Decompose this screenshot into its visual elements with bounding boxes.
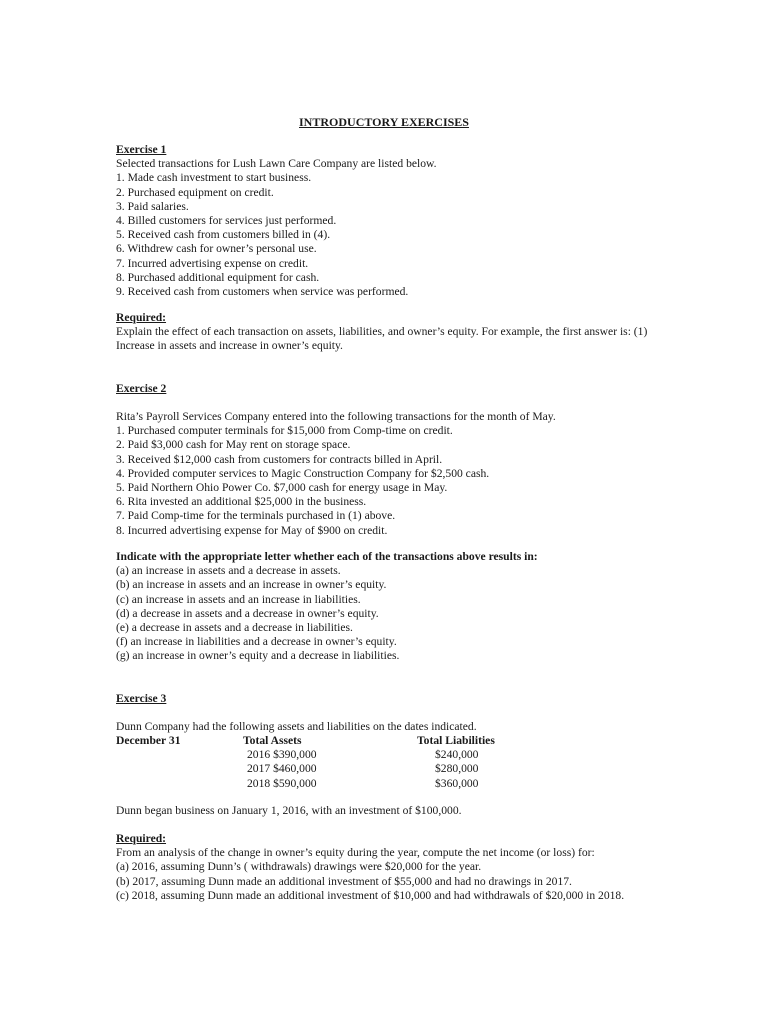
table-cell-liabilities: $360,000 [435, 776, 479, 790]
exercise-3-note: Dunn began business on January 1, 2016, with an investment of $100,000. [116, 804, 462, 817]
exercise-1-item: 9. Received cash from customers when service was performed. [116, 285, 409, 299]
exercise-2-item: 8. Incurred advertising expense for May of $900 on credit. [116, 523, 388, 537]
exercise-2-item: 4. Provided computer services to Magic Construction Company for $2,500 cash. [116, 466, 490, 480]
exercise-3-required-label: Required: [116, 832, 167, 845]
table-cell-assets: 2018 $590,000 [247, 776, 317, 790]
exercise-2-item: 1. Purchased computer terminals for $15,000 from Comp-time on credit. [116, 424, 453, 438]
table-header: Total Liabilities [417, 734, 495, 747]
exercise-2-option: (c) an increase in assets and an increase in liabilities. [116, 592, 361, 606]
exercise-1-required-text: Explain the effect of each transaction on assets, liabilities, and owner’s equity. For example, the first answer is: (1) Increase in assets and increase in owner’s equity. [116, 325, 648, 353]
exercise-2-option: (a) an increase in assets and a decrease in assets. [116, 564, 341, 578]
exercise-1-heading: Exercise 1 [116, 143, 167, 156]
exercise-1-required-label: Required: [116, 311, 167, 324]
exercise-1-item: 7. Incurred advertising expense on credit. [116, 256, 309, 270]
table-cell-assets: 2017 $460,000 [247, 762, 317, 776]
exercise-2-options [116, 550, 656, 664]
exercise-3-required-text: From an analysis of the change in owner’s equity during the year, compute the net income (or loss) for: [116, 846, 595, 860]
exercise-3-intro-block [116, 720, 656, 734]
exercise-2-item: 2. Paid $3,000 cash for May rent on storage space. [116, 438, 351, 452]
exercise-2-intro: Rita’s Payroll Services Company entered into the following transactions for the month of May. [116, 410, 556, 423]
exercise-2-option: (f) an increase in liabilities and a decrease in owner’s equity. [116, 635, 397, 649]
exercise-1-item: 5. Received cash from customers billed in (4). [116, 228, 331, 242]
exercise-2-item: 6. Rita invested an additional $25,000 in the business. [116, 495, 367, 509]
table-cell-liabilities: $280,000 [435, 762, 479, 776]
exercise-2-instruction: Indicate with the appropriate letter whether each of the transactions above results in: [116, 550, 538, 563]
exercise-1-item: 4. Billed customers for services just performed. [116, 214, 337, 228]
page-title: INTRODUCTORY EXERCISES [299, 115, 469, 129]
table-cell-assets: 2016 $390,000 [247, 748, 317, 762]
exercise-2 [116, 410, 656, 538]
exercise-3-part: (c) 2018, assuming Dunn made an additional investment of $10,000 and had withdrawals of $20,000 in 2018. [116, 888, 625, 902]
table-header: Total Assets [243, 734, 302, 747]
exercise-3-note-block [116, 804, 656, 818]
exercise-1-item: 3. Paid salaries. [116, 199, 189, 213]
table-row [116, 777, 536, 791]
exercise-1-item: 6. Withdrew cash for owner’s personal use. [116, 242, 317, 256]
exercise-3-heading-block [116, 692, 656, 706]
exercise-3-heading: Exercise 3 [116, 692, 167, 705]
exercise-3-required [116, 832, 656, 903]
table-row [116, 762, 536, 776]
table-cell-liabilities: $240,000 [435, 748, 479, 762]
exercise-1-item: 1. Made cash investment to start business. [116, 171, 312, 185]
exercise-1-required [116, 311, 652, 354]
table-header: December 31 [116, 734, 181, 747]
exercise-3-intro: Dunn Company had the following assets and liabilities on the dates indicated. [116, 720, 477, 733]
exercise-2-item: 5. Paid Northern Ohio Power Co. $7,000 cash for energy usage in May. [116, 481, 448, 495]
exercise-2-option: (b) an increase in assets and an increase in owner’s equity. [116, 578, 387, 592]
exercise-1-intro: Selected transactions for Lush Lawn Care Company are listed below. [116, 157, 437, 171]
exercise-2-heading: Exercise 2 [116, 382, 167, 395]
exercise-2-option: (e) a decrease in assets and a decrease in liabilities. [116, 621, 353, 635]
exercise-1 [116, 143, 656, 299]
exercise-2-option: (g) an increase in owner’s equity and a decrease in liabilities. [116, 649, 400, 663]
assets-liabilities-table [116, 734, 536, 791]
exercise-3-part: (b) 2017, assuming Dunn made an additional investment of $55,000 and had no drawings in 2017. [116, 874, 572, 888]
exercise-2-option: (d) a decrease in assets and a decrease in owner’s equity. [116, 606, 379, 620]
exercise-3-part: (a) 2016, assuming Dunn’s ( withdrawals) drawings were $20,000 for the year. [116, 860, 482, 874]
exercise-2-item: 3. Received $12,000 cash from customers for contracts billed in April. [116, 452, 443, 466]
exercise-1-item: 2. Purchased equipment on credit. [116, 185, 274, 199]
exercise-1-item: 8. Purchased additional equipment for cash. [116, 270, 320, 284]
exercise-2-item: 7. Paid Comp-time for the terminals purchased in (1) above. [116, 509, 396, 523]
exercise-2-heading-block [116, 382, 656, 396]
table-header-row [116, 734, 536, 748]
table-row [116, 748, 536, 762]
